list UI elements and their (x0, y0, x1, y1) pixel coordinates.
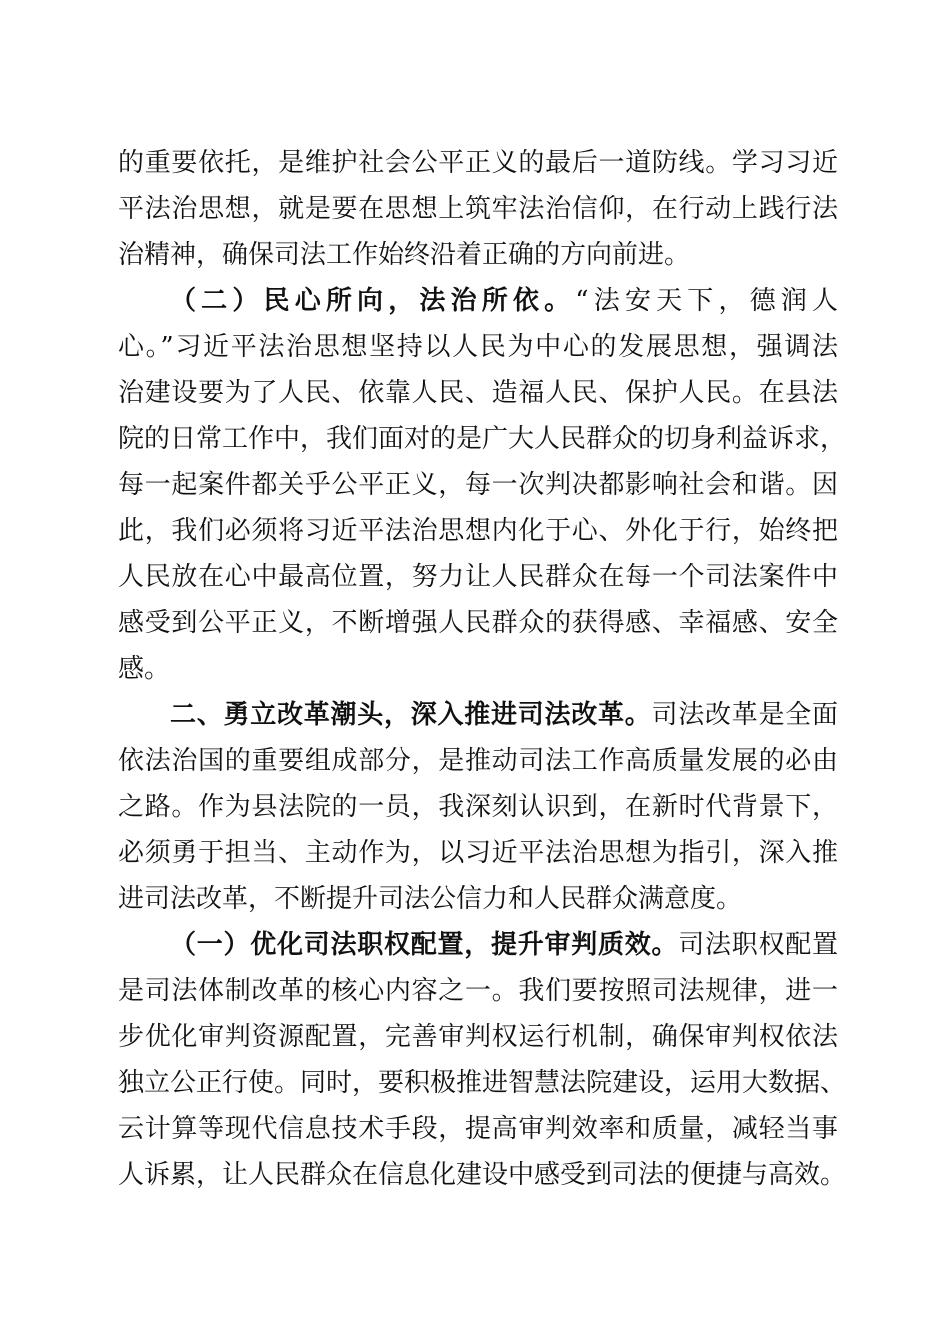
text-line: 每一起案件都关乎公平正义，每一次判决都影响社会和谐。因 (118, 470, 838, 500)
text-line: 感。 (118, 654, 171, 684)
section-heading-line (118, 278, 838, 324)
text-segment: 司法改革是全面 (651, 700, 838, 730)
text-line: 人诉累，让人民群众在信息化建设中感受到司法的便捷与高效。 (118, 1160, 847, 1190)
text-line: 人民放在心中最高位置，努力让人民群众在每一个司法案件中 (118, 562, 838, 592)
document-page (118, 140, 847, 1198)
text-line: 独立公正行使。同时，要积极推进智慧法院建设，运用大数据、 (118, 1068, 847, 1098)
text-line: 治建设要为了人民、依靠人民、造福人民、保护人民。在县法 (118, 378, 838, 408)
text-segment: “法安天下，德润人 (575, 286, 838, 316)
section-heading-line (118, 692, 838, 738)
section-heading: （二）民心所向，法治所依。 (170, 286, 576, 316)
text-line: 云计算等现代信息技术手段，提高审判效率和质量，减轻当事 (118, 1114, 838, 1144)
text-line: 之路。作为县法院的一员，我深刻认识到，在新时代背景下， (118, 792, 838, 822)
text-line: 感受到公平正义，不断增强人民群众的获得感、幸福感、安全 (118, 608, 838, 638)
section-heading-line (118, 922, 838, 968)
text-line: 心。”习近平法治思想坚持以人民为中心的发展思想，强调法 (118, 332, 838, 362)
text-segment: 司法职权配置 (678, 930, 838, 960)
text-line: 依法治国的重要组成部分，是推动司法工作高质量发展的必由 (118, 746, 838, 776)
section-heading: 二、勇立改革潮头，深入推进司法改革。 (170, 700, 652, 730)
text-line: 此，我们必须将习近平法治思想内化于心、外化于行，始终把 (118, 516, 838, 546)
text-line: 院的日常工作中，我们面对的是广大人民群众的切身利益诉求， (118, 424, 847, 454)
text-line: 治精神，确保司法工作始终沿着正确的方向前进。 (118, 240, 691, 270)
text-line: 进司法改革，不断提升司法公信力和人民群众满意度。 (118, 884, 743, 914)
text-line: 步优化审判资源配置，完善审判权运行机制，确保审判权依法 (118, 1022, 838, 1052)
section-heading: （一）优化司法职权配置，提升审判质效。 (170, 930, 679, 960)
text-line: 平法治思想，就是要在思想上筑牢法治信仰，在行动上践行法 (118, 194, 838, 224)
text-line: 的重要依托，是维护社会公平正义的最后一道防线。学习习近 (118, 148, 838, 178)
text-line: 是司法体制改革的核心内容之一。我们要按照司法规律，进一 (118, 976, 838, 1006)
text-line: 必须勇于担当、主动作为，以习近平法治思想为指引，深入推 (118, 838, 838, 868)
